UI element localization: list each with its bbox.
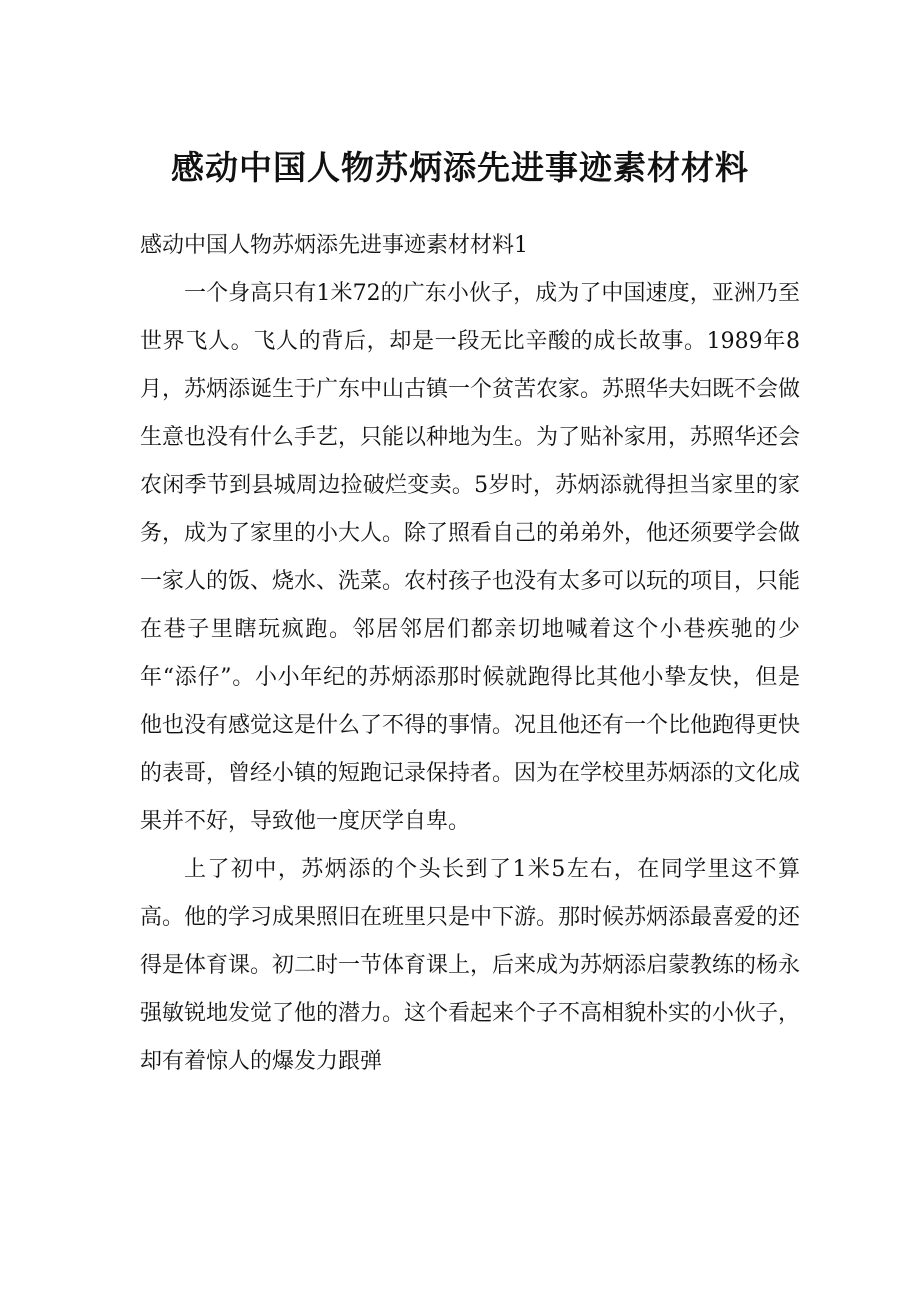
document-title: 感动中国人物苏炳添先进事迹素材材料 (171, 148, 749, 187)
paragraph-2: 上了初中，苏炳添的个头长到了1米5左右，在同学里这不算高。他的学习成果照旧在班里只是中下游。那时候苏炳添最喜爱的还得是体育课。初二时一节体育课上，后来成为苏炳添启蒙教练的杨永强敏锐地发觉了他的潜力。这个看起来个子不高相貌朴实的小伙子，却有着惊人的爆发力跟弹 (140, 857, 801, 1074)
document-body (140, 222, 800, 1086)
section-heading: 感动中国人物苏炳添先进事迹素材材料1 (140, 233, 528, 258)
paragraph-1: 一个身高只有1米72的广东小伙子，成为了中国速度，亚洲乃至世界飞人。飞人的背后，却是一段无比辛酸的成长故事。1989年8月，苏炳添诞生于广东中山古镇一个贫苦农家。苏照华夫妇既不会做生意也没有什么手艺，只能以种地为生。为了贴补家用，苏照华还会农闲季节到县城周边捡破烂变卖。5岁时，苏炳添就得担当家里的家务，成为了家里的小大人。除了照看自己的弟弟外，他还须要学会做一家人的饭、烧水、洗菜。农村孩子也没有太多可以玩的项目，只能在巷子里瞎玩疯跑。邻居邻居们都亲切地喊着这个小巷疾驰的少年“添仔”。小小年纪的苏炳添那时候就跑得比其他小挚友快，但是他也没有感觉这是什么了不得的事情。况且他还有一个比他跑得更快的表哥，曾经小镇的短跑记录保持者。因为在学校里苏炳添的文化成果并不好，导致他一度厌学自卑。 (140, 281, 801, 834)
